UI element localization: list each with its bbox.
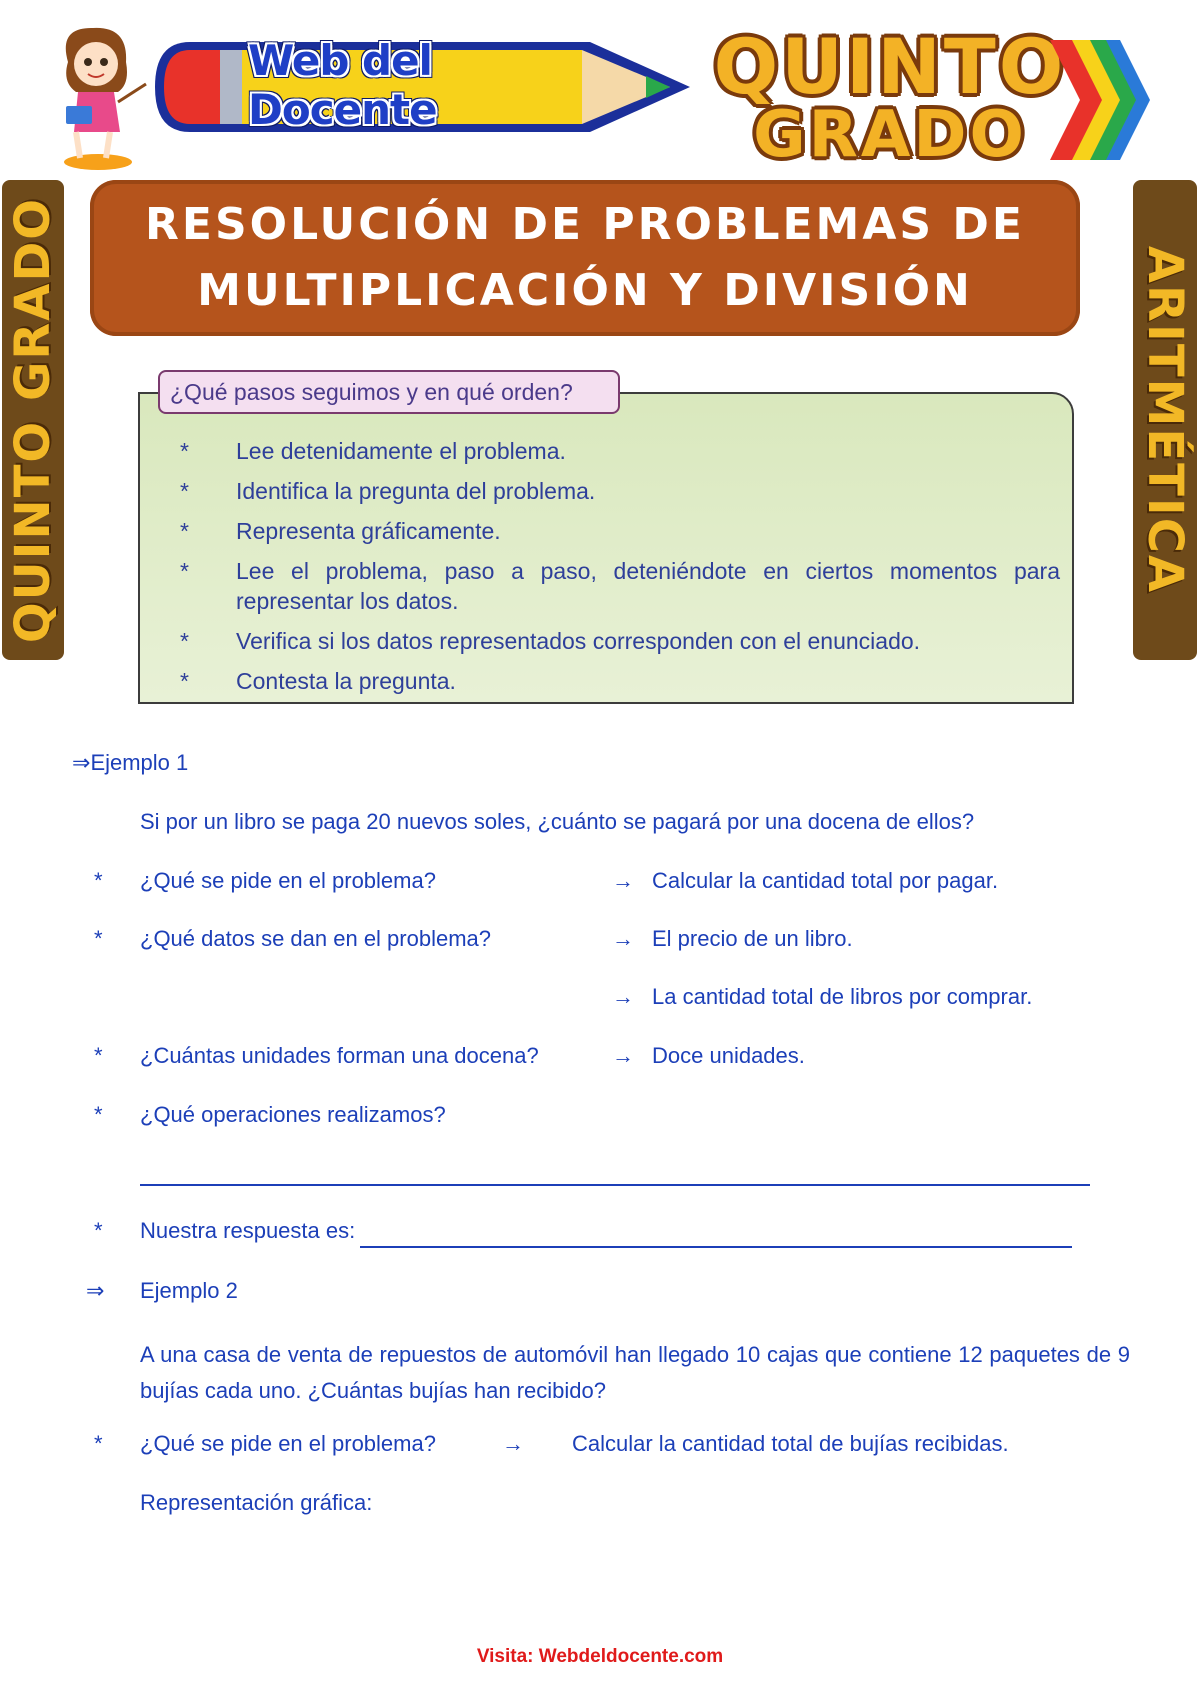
- list-item: * Contesta la pregunta.: [180, 668, 456, 694]
- implies-arrow-icon: ⇒: [86, 1278, 105, 1303]
- arrow-right-icon: →: [502, 1431, 524, 1456]
- list-item: * Verifica si los datos representados corresponden con el enunciado.: [180, 628, 921, 654]
- example2-title: Ejemplo 2: [140, 1278, 238, 1303]
- bullet-star-icon: *: [94, 1102, 103, 1127]
- brand-logo-text: Web del Docente: [248, 36, 437, 134]
- example2-answer1: Calcular la cantidad total de bujías recibidas.: [572, 1431, 1009, 1456]
- example1-answer3: Doce unidades.: [652, 1043, 805, 1068]
- list-item: * Lee el problema, paso a paso, deteniéndote en ciertos momentos para representar los datos.: [180, 558, 1060, 614]
- bullet-star-icon: *: [94, 926, 103, 951]
- list-item: * Representa gráficamente.: [180, 518, 501, 544]
- implies-arrow-icon: ⇒: [72, 750, 91, 775]
- bullet-star-icon: *: [94, 868, 103, 893]
- example1-response-label: Nuestra respuesta es:: [140, 1218, 356, 1243]
- title-banner: [90, 180, 1080, 336]
- footer-visit-link[interactable]: Visita: Webdeldocente.com: [476, 1646, 724, 1667]
- example1-question2: ¿Qué datos se dan en el problema?: [140, 926, 492, 951]
- example1-statement: Si por un libro se paga 20 nuevos soles, ¿cuánto se pagará por una docena de ellos?: [140, 809, 975, 834]
- chevron-right-icon: [1050, 30, 1150, 170]
- example1-answer1: Calcular la cantidad total por pagar.: [652, 868, 999, 893]
- example1-heading: [72, 750, 188, 776]
- grade-title-line2: GRADO: [753, 98, 1027, 172]
- list-item: * Lee detenidamente el problema.: [180, 438, 566, 464]
- arrow-right-icon: →: [612, 1043, 634, 1068]
- example2-question1: ¿Qué se pide en el problema?: [140, 1431, 436, 1456]
- side-label-subject-text: ARITMÉTICA: [1137, 245, 1193, 595]
- response-blank-line: [360, 1246, 1072, 1248]
- page-title-line1: RESOLUCIÓN DE PROBLEMAS DE: [145, 199, 1025, 250]
- arrow-right-icon: →: [612, 984, 634, 1009]
- bullet-star-icon: *: [94, 1218, 103, 1243]
- example1-question1: ¿Qué se pide en el problema?: [140, 868, 436, 893]
- example1-title: Ejemplo 1: [90, 750, 189, 775]
- grade-title-line1: QUINTO: [713, 22, 1067, 111]
- side-label-subject: [1133, 180, 1197, 660]
- example1-question3: ¿Cuántas unidades forman una docena?: [140, 1043, 539, 1068]
- example1-answer2a: El precio de un libro.: [652, 926, 853, 951]
- steps-list: [180, 436, 1060, 706]
- side-label-grade-text: QUINTO GRADO: [5, 196, 61, 644]
- example1-question4: ¿Qué operaciones realizamos?: [140, 1102, 446, 1127]
- example2-representation-label: Representación gráfica:: [140, 1490, 373, 1515]
- bullet-star-icon: *: [94, 1043, 103, 1068]
- bullet-star-icon: *: [94, 1431, 103, 1456]
- side-label-grade: [2, 180, 64, 660]
- example2-statement: A una casa de venta de repuestos de automóvil han llegado 10 cajas que contiene 12 paquetes de 9 bujías cada uno. ¿Cuántas bujías han recibido?: [140, 1342, 1130, 1403]
- arrow-right-icon: →: [612, 868, 634, 893]
- arrow-right-icon: →: [612, 926, 634, 951]
- example1-answer2b: La cantidad total de libros por comprar.: [652, 984, 1033, 1009]
- teacher-illustration: [48, 22, 148, 172]
- steps-heading: ¿Qué pasos seguimos y en qué orden?: [158, 370, 620, 414]
- list-item: * Identifica la pregunta del problema.: [180, 478, 596, 504]
- answer-blank-line: [140, 1184, 1090, 1186]
- page-title-line2: MULTIPLICACIÓN Y DIVISIÓN: [197, 265, 973, 316]
